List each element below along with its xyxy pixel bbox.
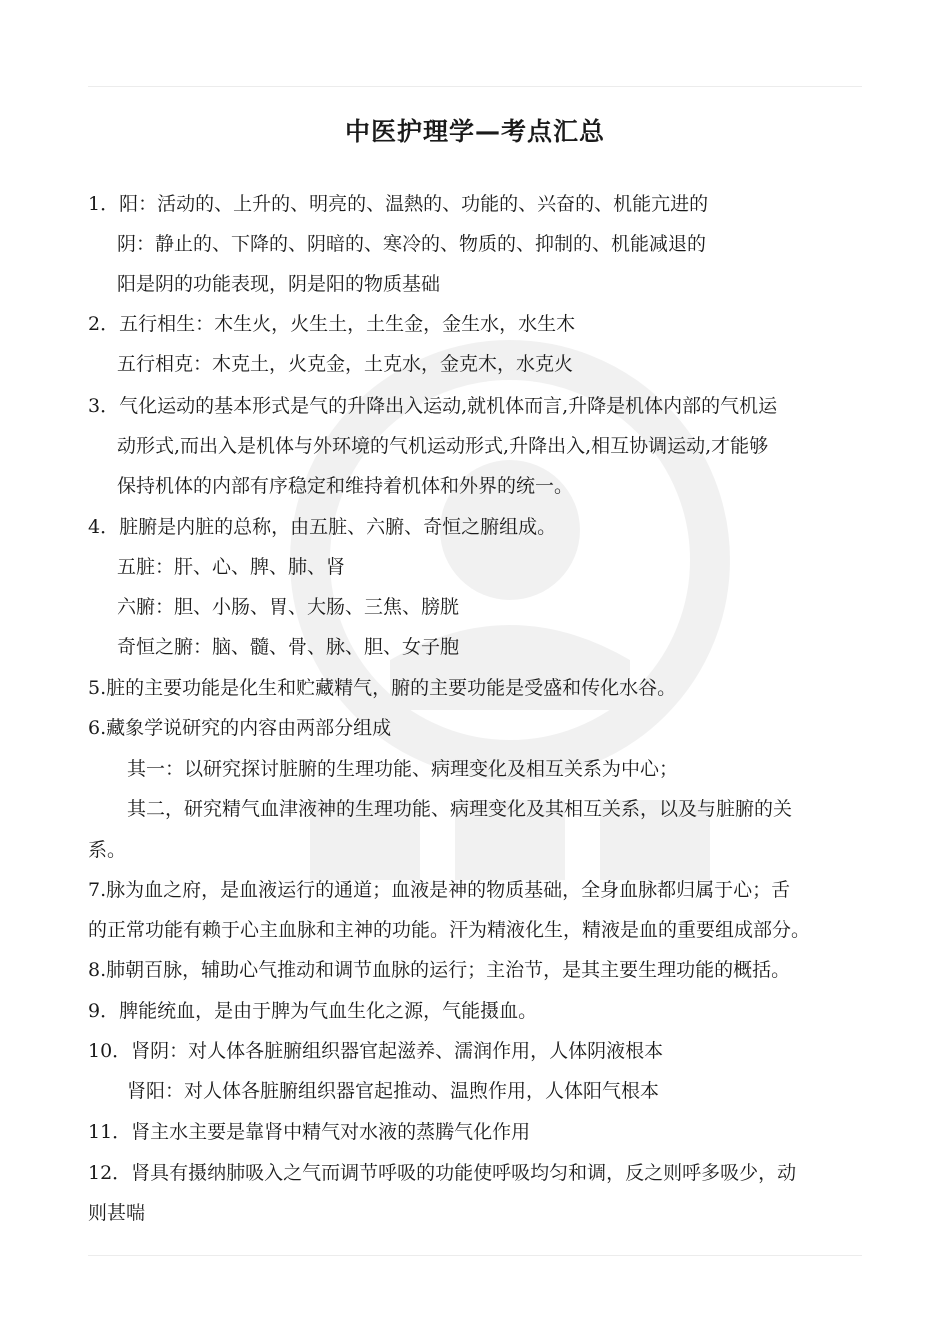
text-line: 7.脉为血之府，是血液运行的通道；血液是神的物质基础，全身血脉都归属于心；舌 bbox=[88, 879, 791, 901]
text-line: 4．脏腑是内脏的总称，由五脏、六腑、奇恒之腑组成。 bbox=[88, 516, 557, 538]
text-line: 其二，研究精气血津液神的生理功能、病理变化及其相互关系，以及与脏腑的关 bbox=[127, 798, 793, 820]
text-line: 12．肾具有摄纳肺吸入之气而调节呼吸的功能使呼吸均匀和调，反之则呼多吸少，动 bbox=[88, 1162, 797, 1184]
text-line: 5.脏的主要功能是化生和贮藏精气，腑的主要功能是受盛和传化水谷。 bbox=[88, 677, 677, 699]
text-line: 五行相克：木克土，火克金，土克水，金克木，水克火 bbox=[117, 353, 574, 375]
text-line: 奇恒之腑：脑、髓、骨、脉、胆、女子胞 bbox=[117, 636, 460, 658]
text-line: 阳是阴的功能表现，阴是阳的物质基础 bbox=[117, 273, 441, 295]
text-line: 保持机体的内部有序稳定和维持着机体和外界的统一。 bbox=[117, 475, 574, 497]
text-line: 6.藏象学说研究的内容由两部分组成 bbox=[88, 717, 392, 739]
text-line: 动形式,而出入是机体与外环境的气机运动形式,升降出入,相互协调运动,才能够 bbox=[117, 435, 769, 457]
text-line: 3．气化运动的基本形式是气的升降出入运动,就机体而言,升降是机体内部的气机运 bbox=[88, 395, 778, 417]
text-line: 系。 bbox=[88, 839, 127, 861]
text-line: 其一：以研究探讨脏腑的生理功能、病理变化及相互关系为中心； bbox=[127, 758, 679, 780]
text-line: 阴：静止的、下降的、阴暗的、寒冷的、物质的、抑制的、机能减退的 bbox=[117, 233, 707, 255]
text-line: 五脏：肝、心、脾、肺、肾 bbox=[117, 556, 346, 578]
text-line: 2．五行相生：木生火，火生土，土生金，金生水，水生木 bbox=[88, 313, 576, 335]
text-line: 肾阳：对人体各脏腑组织器官起推动、温煦作用，人体阳气根本 bbox=[127, 1080, 660, 1102]
text-line: 六腑：胆、小肠、胃、大肠、三焦、膀胱 bbox=[117, 596, 460, 618]
text-line: 的正常功能有赖于心主血脉和主神的功能。汗为精液化生，精液是血的重要组成部分。 bbox=[88, 919, 811, 941]
text-line: 9．脾能统血，是由于脾为气血生化之源，气能摄血。 bbox=[88, 1000, 538, 1022]
footer-rule bbox=[88, 1255, 862, 1256]
text-line: 10．肾阴：对人体各脏腑组织器官起滋养、濡润作用，人体阴液根本 bbox=[88, 1040, 664, 1062]
text-line: 1．阳：活动的、上升的、明亮的、温熱的、功能的、兴奋的、机能亢进的 bbox=[88, 193, 709, 215]
text-line: 11．肾主水主要是靠肾中精气对水液的蒸腾气化作用 bbox=[88, 1121, 531, 1143]
header-rule bbox=[88, 86, 862, 87]
text-line: 则甚喘 bbox=[88, 1202, 146, 1224]
text-line: 8.肺朝百脉，辅助心气推动和调节血脉的运行；主治节，是其主要生理功能的概括。 bbox=[88, 959, 791, 981]
page-title: 中医护理学—考点汇总 bbox=[344, 117, 605, 146]
